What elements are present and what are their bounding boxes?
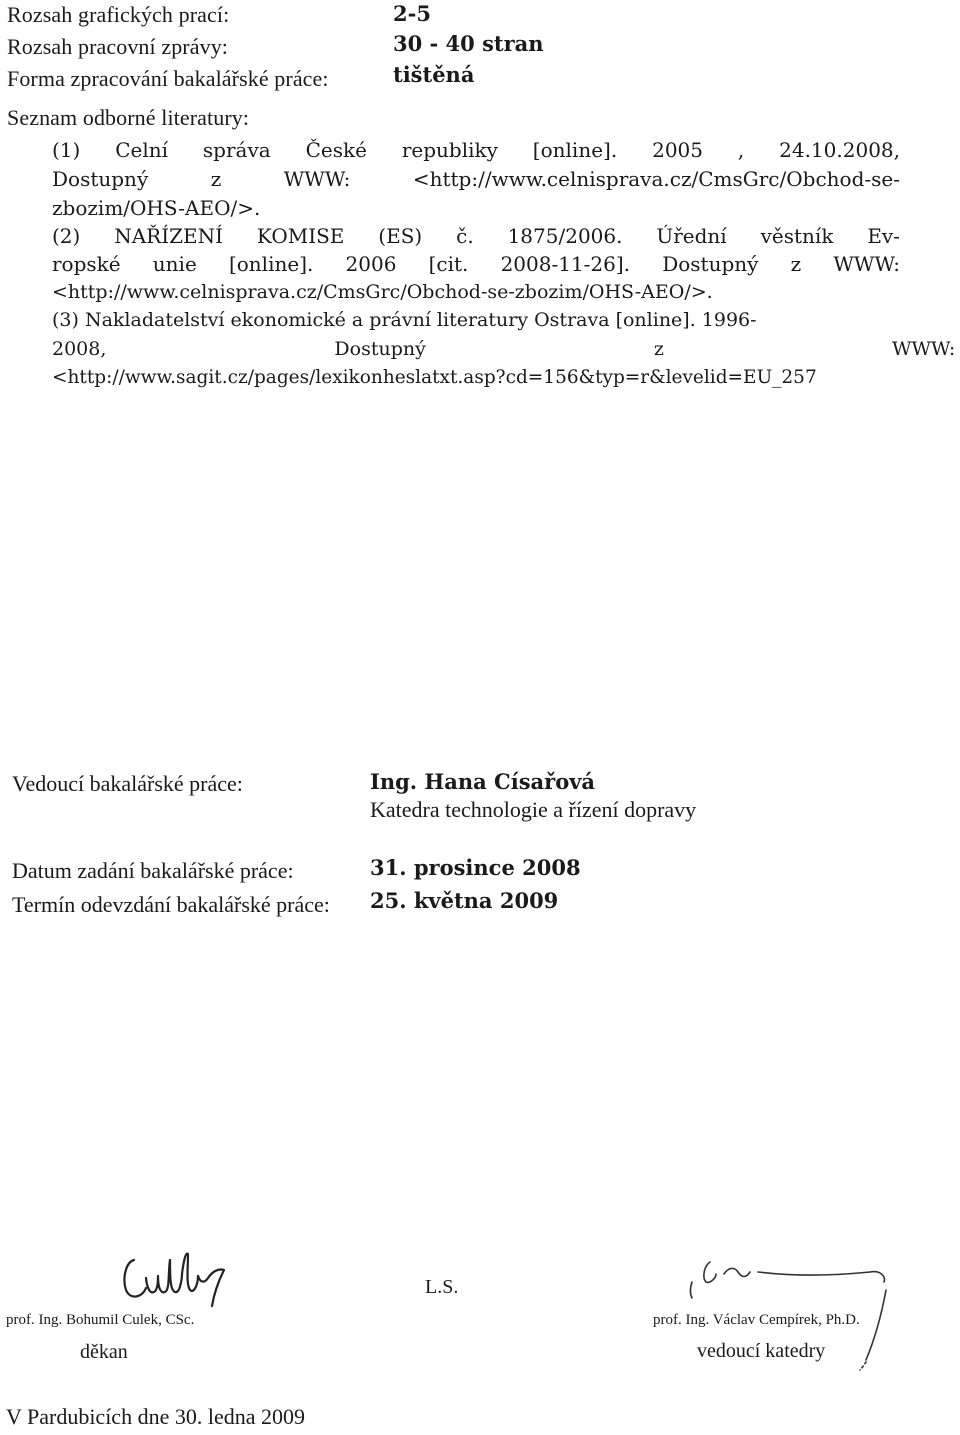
- graphic-scope-label: Rozsah grafických prací:: [7, 2, 230, 27]
- form-label: Forma zpracování bakalářské práce:: [7, 66, 329, 91]
- assigned-date-label: Datum zadání bakalářské práce:: [12, 858, 294, 883]
- graphic-scope-value: 2-5: [393, 1, 431, 26]
- assigned-date-value: 31. prosince 2008: [370, 855, 581, 880]
- place-and-date: V Pardubicích dne 30. ledna 2009: [6, 1404, 305, 1429]
- literature-line: Dostupný z WWW: <http://www.celnisprava.cz/CmsGrc/Obchod-se-: [52, 167, 900, 191]
- dean-signature: [120, 1248, 230, 1310]
- literature-line: <http://www.celnisprava.cz/CmsGrc/Obchod-se-zbozim/OHS-AEO/>.: [52, 281, 713, 303]
- literature-line: (3) Nakladatelství ekonomické a právní literatury Ostrava [online]. 1996-: [52, 309, 757, 331]
- seal-mark: L.S.: [425, 1276, 459, 1298]
- deadline-value: 25. května 2009: [370, 888, 559, 913]
- form-value: tištěná: [393, 62, 475, 87]
- literature-line: zbozim/OHS-AEO/>.: [52, 196, 261, 220]
- literature-list: [52, 138, 956, 408]
- literature-heading: Seznam odborné literatury:: [7, 105, 250, 130]
- report-scope-value: 30 - 40 stran: [393, 31, 544, 56]
- supervisor-label: Vedoucí bakalářské práce:: [12, 771, 243, 796]
- literature-line: (1) Celní správa České republiky [online]. 2005 , 24.10.2008,: [52, 138, 900, 162]
- literature-line: 2008, Dostupný z WWW:: [52, 338, 956, 360]
- literature-line: (2) NAŘÍZENÍ KOMISE (ES) č. 1875/2006. Úřední věstník Ev-: [52, 224, 900, 248]
- dean-role: děkan: [80, 1341, 128, 1363]
- literature-line: ropské unie [online]. 2006 [cit. 2008-11-26]. Dostupný z WWW:: [52, 252, 900, 276]
- deadline-label: Termín odevzdání bakalářské práce:: [12, 892, 330, 917]
- supervisor-department: Katedra technologie a řízení dopravy: [370, 797, 697, 822]
- supervisor-name: Ing. Hana Císařová: [370, 769, 596, 794]
- department-head-name: prof. Ing. Václav Cempírek, Ph.D.: [653, 1312, 860, 1328]
- department-head-role: vedoucí katedry: [697, 1340, 826, 1362]
- literature-line: <http://www.sagit.cz/pages/lexikonheslatxt.asp?cd=156&typ=r&levelid=EU_257: [52, 367, 817, 388]
- report-scope-label: Rozsah pracovní zprávy:: [7, 34, 228, 59]
- dean-name: prof. Ing. Bohumil Culek, CSc.: [6, 1312, 195, 1328]
